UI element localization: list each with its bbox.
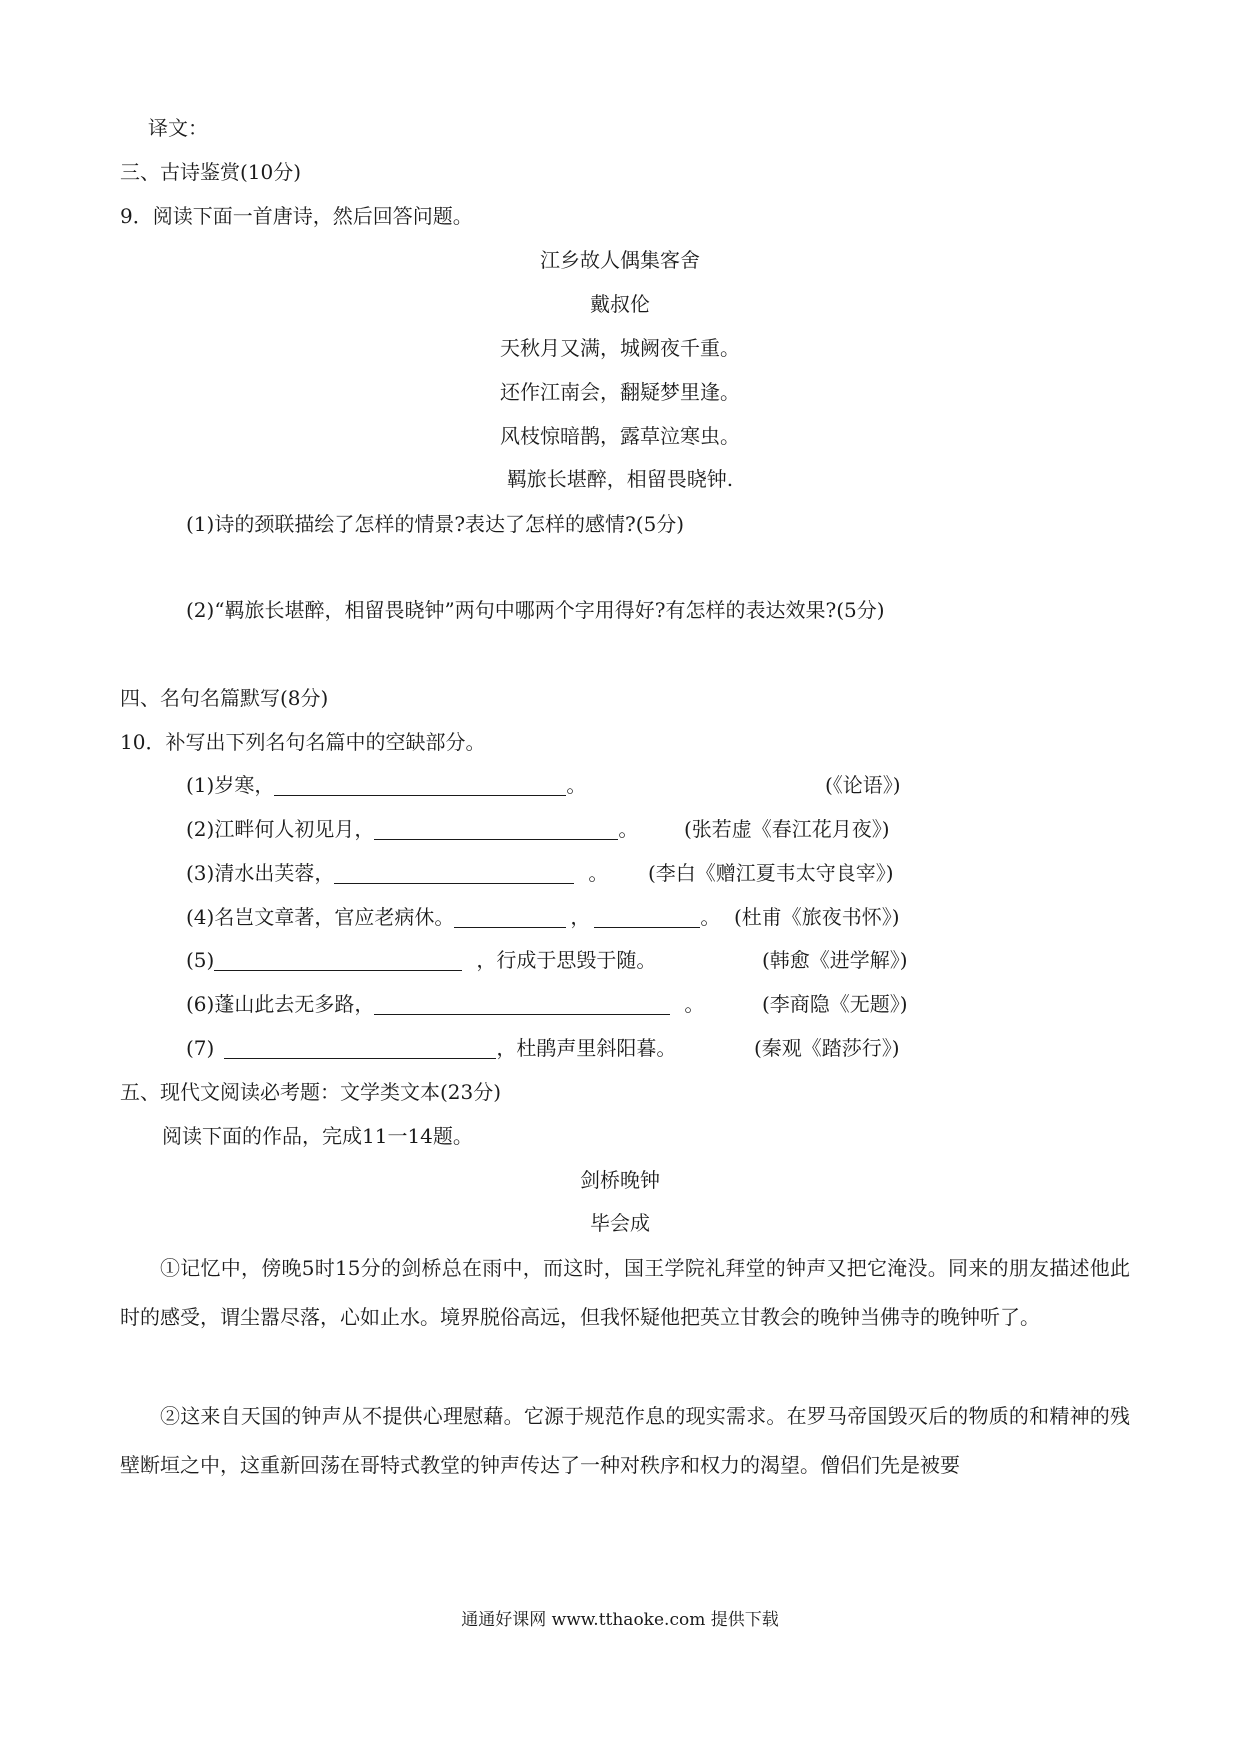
item-text: (1)岁寒，	[186, 773, 275, 797]
sub-question-2: (2)“羁旅长堪醉，相留畏晓钟”两句中哪两个字用得好?有怎样的表达效果?(5分)	[186, 598, 885, 622]
item-text: 。	[700, 905, 721, 929]
reading-instruction: 阅读下面的作品，完成11一14题。	[162, 1124, 473, 1148]
recitation-source-7: (秦观《踏莎行》)	[754, 1036, 900, 1060]
recitation-item-5	[186, 946, 656, 974]
recitation-source-6: (李商隐《无题》)	[762, 992, 908, 1016]
question-10-prompt: 10．补写出下列名句名篇中的空缺部分。	[120, 730, 486, 754]
answer-blank[interactable]	[214, 948, 462, 971]
answer-blank[interactable]	[374, 992, 670, 1015]
item-text: ，行成于思毁于随。	[476, 948, 657, 972]
item-text: (7)	[186, 1036, 215, 1060]
recitation-item-6	[186, 990, 704, 1018]
answer-blank[interactable]	[594, 905, 700, 928]
answer-blank[interactable]	[454, 905, 566, 928]
translation-label: 译文：	[148, 116, 208, 140]
recitation-item-2	[186, 815, 638, 843]
answer-blank[interactable]	[224, 1036, 496, 1059]
essay-paragraph-1: ①记忆中，傍晚5时15分的剑桥总在雨中，而这时，国王学院礼拜堂的钟声又把它淹没。同来的朋友描述他此时的感受，谓尘嚣尽落，心如止水。境界脱俗高远，但我怀疑他把英立甘教会的晚钟当佛寺的晚钟听了。	[120, 1256, 1130, 1329]
answer-blank[interactable]	[374, 817, 618, 840]
poem-line: 风枝惊暗鹊，露草泣寒虫。	[500, 424, 740, 448]
recitation-item-7	[186, 1034, 676, 1062]
item-text: (4)名岂文章著，官应老病休。	[186, 905, 455, 929]
answer-blank[interactable]	[274, 773, 566, 796]
item-text: 。	[684, 992, 705, 1016]
section-4-heading: 四、名句名篇默写(8分)	[120, 686, 329, 710]
recitation-item-1	[186, 771, 586, 799]
item-text: ，	[570, 905, 591, 929]
poem-author: 戴叔伦	[590, 292, 650, 316]
essay-title: 剑桥晚钟	[580, 1168, 660, 1192]
question-9-prompt: 9．阅读下面一首唐诗，然后回答问题。	[120, 204, 473, 228]
poem-line: 还作江南会，翻疑梦里逢。	[500, 380, 740, 404]
item-text: (3)清水出芙蓉，	[186, 861, 335, 885]
recitation-source-4: (杜甫《旅夜书怀》)	[734, 905, 900, 929]
item-text: 。	[566, 773, 587, 797]
poem-line: 羁旅长堪醉，相留畏晓钟.	[506, 467, 734, 491]
poem-line: 天秋月又满，城阙夜千重。	[500, 336, 740, 360]
section-5-heading: 五、现代文阅读必考题：文学类文本(23分)	[120, 1080, 502, 1104]
page-footer: 通通好课网 www.tthaoke.com 提供下载	[461, 1610, 779, 1630]
sub-question-1: (1)诗的颈联描绘了怎样的情景?表达了怎样的感情?(5分)	[186, 512, 685, 536]
item-text: ，杜鹃声里斜阳暮。	[496, 1036, 677, 1060]
item-text: (2)江畔何人初见月，	[186, 817, 375, 841]
recitation-source-1: (《论语》)	[825, 773, 901, 797]
item-text: 。	[618, 817, 639, 841]
recitation-source-2: (张若虚《春江花月夜》)	[684, 817, 890, 841]
recitation-item-4	[186, 903, 720, 931]
essay-author: 毕会成	[590, 1211, 650, 1235]
section-3-heading: 三、古诗鉴赏(10分)	[120, 160, 302, 184]
recitation-item-3	[186, 859, 608, 887]
essay-paragraph-2: ②这来自天国的钟声从不提供心理慰藉。它源于规范作息的现实需求。在罗马帝国毁灭后的物质的和精神的残壁断垣之中，这重新回荡在哥特式教堂的钟声传达了一种对秩序和权力的渴望。僧侣们先是被要	[120, 1404, 1130, 1477]
recitation-source-5: (韩愈《进学解》)	[762, 948, 908, 972]
answer-blank[interactable]	[334, 861, 574, 884]
item-text: 。	[588, 861, 609, 885]
poem-title: 江乡故人偶集客舍	[540, 248, 700, 272]
item-text: (6)蓬山此去无多路，	[186, 992, 375, 1016]
item-text: (5)	[186, 948, 215, 972]
recitation-source-3: (李白《赠江夏韦太守良宰》)	[648, 861, 894, 885]
